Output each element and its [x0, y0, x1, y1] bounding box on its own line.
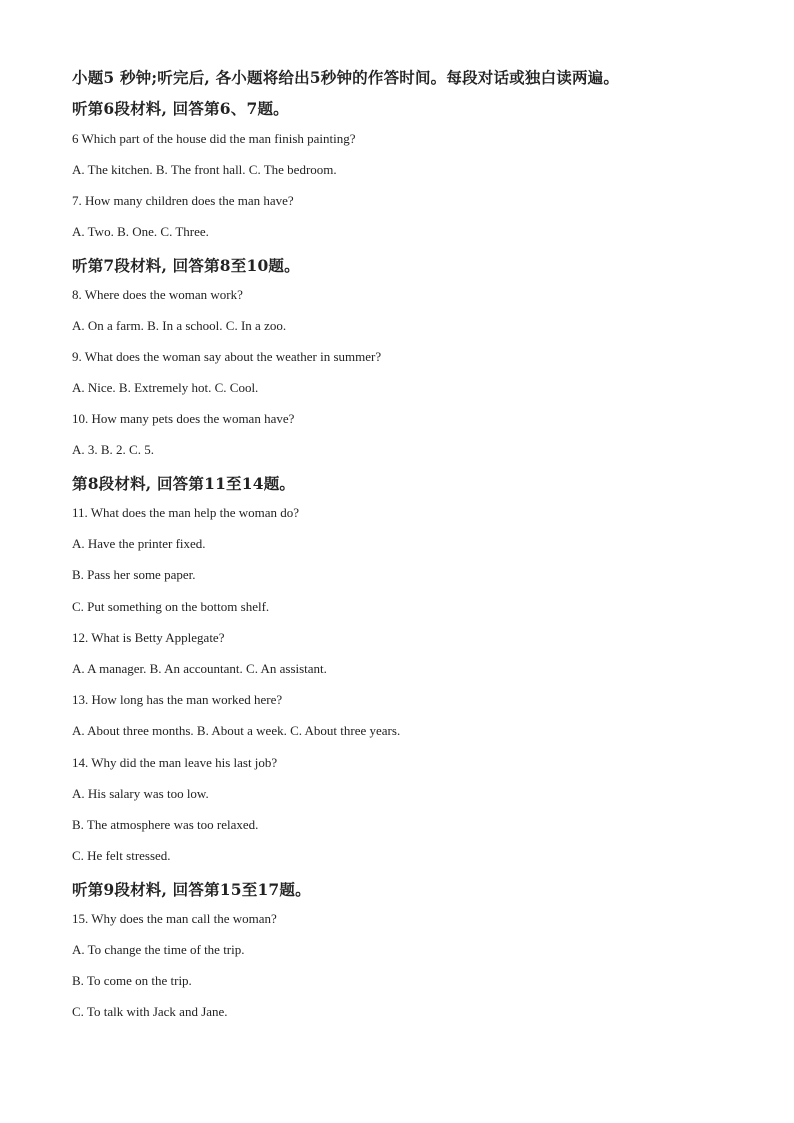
question-9: 9. What does the woman say about the weather in summer?	[72, 349, 382, 364]
question-10-options: A. 3. B. 2. C. 5.	[72, 442, 154, 457]
question-6-options: A. The kitchen. B. The front hall. C. The bedroom.	[72, 162, 337, 177]
section-heading: 听第7段材料, 回答第8至10题。	[72, 256, 300, 275]
question-15-option-b: B. To come on the trip.	[72, 973, 192, 988]
question-13: 13. How long has the man worked here?	[72, 692, 283, 707]
question-14-option-c: C. He felt stressed.	[72, 848, 171, 863]
question-15-option-c: C. To talk with Jack and Jane.	[72, 1004, 228, 1019]
question-12-options: A. A manager. B. An accountant. C. An assistant.	[72, 661, 327, 676]
question-10: 10. How many pets does the woman have?	[72, 411, 295, 426]
question-14-option-a: A. His salary was too low.	[72, 786, 209, 801]
question-14: 14. Why did the man leave his last job?	[72, 755, 278, 770]
question-11-option-b: B. Pass her some paper.	[72, 567, 196, 582]
instruction-text: 小题5 秒钟;听完后, 各小题将给出5秒钟的作答时间。每段对话或独白读两遍。	[72, 68, 620, 87]
question-7: 7. How many children does the man have?	[72, 193, 294, 208]
question-7-options: A. Two. B. One. C. Three.	[72, 224, 209, 239]
question-15-option-a: A. To change the time of the trip.	[72, 942, 245, 957]
question-11-option-a: A. Have the printer fixed.	[72, 536, 206, 551]
section-heading: 第8段材料, 回答第11至14题。	[72, 474, 296, 493]
question-11: 11. What does the man help the woman do?	[72, 505, 300, 520]
section-heading: 听第6段材料, 回答第6、7题。	[72, 99, 289, 118]
question-15: 15. Why does the man call the woman?	[72, 911, 277, 926]
question-13-options: A. About three months. B. About a week. C. About three years.	[72, 723, 401, 738]
question-12: 12. What is Betty Applegate?	[72, 630, 225, 645]
question-8-options: A. On a farm. B. In a school. C. In a zoo.	[72, 318, 287, 333]
question-6: 6 Which part of the house did the man finish painting?	[72, 131, 356, 146]
section-heading: 听第9段材料, 回答第15至17题。	[72, 880, 311, 899]
question-11-option-c: C. Put something on the bottom shelf.	[72, 599, 270, 614]
question-9-options: A. Nice. B. Extremely hot. C. Cool.	[72, 380, 259, 395]
question-14-option-b: B. The atmosphere was too relaxed.	[72, 817, 259, 832]
question-8: 8. Where does the woman work?	[72, 287, 243, 302]
